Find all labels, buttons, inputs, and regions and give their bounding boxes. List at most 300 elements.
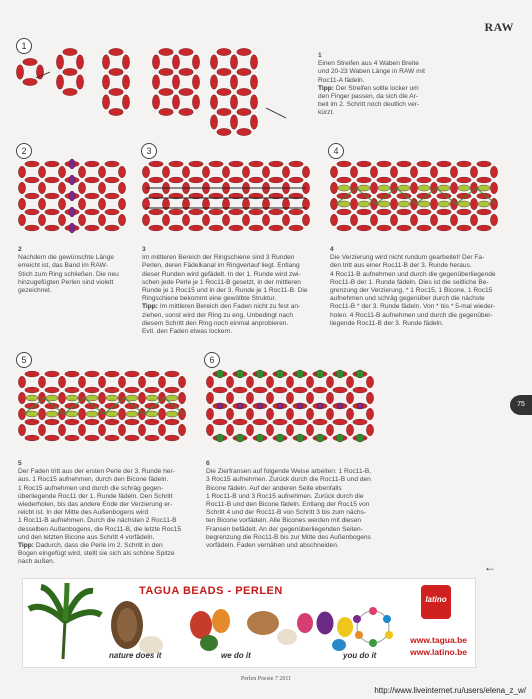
bead-horizontal xyxy=(23,78,37,85)
bead-horizontal xyxy=(209,209,223,215)
bead-horizontal xyxy=(125,435,139,441)
bead-vertical xyxy=(58,376,65,388)
bead-roc11-b xyxy=(398,201,410,207)
step-4-line: 4 Roc11-B aufnehmen und durch die gegenüberliegende xyxy=(330,270,496,278)
bead-horizontal xyxy=(237,108,251,115)
bead-horizontal xyxy=(25,161,39,167)
bead-vertical xyxy=(370,182,377,194)
bead-vertical xyxy=(38,376,45,388)
bead-vertical xyxy=(286,392,293,404)
bead-horizontal xyxy=(237,48,251,55)
source-watermark: http://www.liveinternet.ru/users/elena_z_w/ xyxy=(374,686,526,695)
bead-horizontal xyxy=(357,209,371,215)
bead-horizontal xyxy=(273,387,287,393)
bead-horizontal xyxy=(417,161,431,167)
bead-horizontal xyxy=(333,387,347,393)
bead-roc11-b xyxy=(66,395,78,401)
bead-vertical xyxy=(250,75,257,89)
bead-horizontal xyxy=(237,88,251,95)
ad-slogan-we: we do it xyxy=(221,651,251,660)
bead-horizontal xyxy=(149,225,163,231)
page-footer: Perlen Poesie 7 2011 xyxy=(240,676,292,682)
bead-vertical xyxy=(78,182,85,194)
bead-vertical xyxy=(346,376,353,388)
step-4-line: aufnehmen und schräg gegenüber durch die nächste xyxy=(330,295,485,303)
bead-roc11-b xyxy=(478,185,490,191)
step-3-tip: Evtl. den Faden etwas lockern. xyxy=(142,328,233,336)
bead-vertical xyxy=(230,75,237,89)
bead-horizontal xyxy=(149,177,163,183)
bead-vertical xyxy=(76,55,83,69)
bead-horizontal xyxy=(45,225,59,231)
bead-vertical xyxy=(56,75,63,89)
bead-horizontal xyxy=(85,225,99,231)
bead-vertical xyxy=(78,376,85,388)
step-4-title: 4 xyxy=(330,246,334,253)
fringe-bead xyxy=(276,434,284,442)
bead-horizontal xyxy=(145,387,159,393)
bead-vertical xyxy=(38,408,45,420)
step-4-diagram xyxy=(330,158,508,236)
bead-vertical xyxy=(242,166,249,178)
bead-horizontal xyxy=(189,177,203,183)
bead-vertical xyxy=(182,214,189,226)
bead-vertical xyxy=(450,166,457,178)
bead-vertical xyxy=(210,95,217,109)
bead-horizontal xyxy=(179,68,193,75)
step-2-line: Stich zum Ring schließen. Die neu xyxy=(18,270,119,278)
bead-horizontal xyxy=(293,419,307,425)
bead-roc11-b xyxy=(46,395,58,401)
bead-vertical xyxy=(172,95,179,109)
step-6-text xyxy=(206,460,406,550)
step-5-line: überliegende Roc11 der 1. Runde fädeln. Den Schritt xyxy=(18,492,173,500)
bead-vertical xyxy=(98,182,105,194)
bead-horizontal xyxy=(377,161,391,167)
step-3-line: Ringschiene bekommt eine gewölbte Struktur. xyxy=(142,295,277,303)
step-6-line: vorfädeln. Faden vernähen und abschneiden. xyxy=(206,542,339,550)
bead-horizontal xyxy=(397,225,411,231)
bead-vertical xyxy=(118,408,125,420)
fringe-bead xyxy=(216,370,224,378)
bead-horizontal xyxy=(125,371,139,377)
bead-horizontal xyxy=(477,177,491,183)
bead-horizontal xyxy=(45,387,59,393)
step-3-line: schen jede Perle je 1 Roc11-B gesetzt, in der mittleren xyxy=(142,278,301,286)
bead-bicone xyxy=(257,403,263,409)
bead-bicone xyxy=(297,403,303,409)
bead-horizontal xyxy=(179,48,193,55)
bead-vertical xyxy=(366,392,373,404)
step-1-diagram xyxy=(16,48,310,136)
bead-roc11-b xyxy=(146,395,158,401)
ad-slogan-you: you do it xyxy=(343,651,377,660)
bead-horizontal xyxy=(63,88,77,95)
bead-horizontal xyxy=(45,209,59,215)
step-2-line: erreicht ist, das Band im RAW- xyxy=(18,262,108,270)
bead-horizontal xyxy=(159,108,173,115)
bead-vertical xyxy=(102,95,109,109)
bead-horizontal xyxy=(169,225,183,231)
tagua-ad-banner[interactable] xyxy=(22,578,476,668)
step-5-line: aus. 1 Roc15 aufnehmen, durch den Bicone fädeln. xyxy=(18,476,169,484)
bead-vertical xyxy=(366,408,373,420)
bead-vertical xyxy=(350,214,357,226)
bead-new-purple xyxy=(69,159,75,169)
bead-new-purple xyxy=(69,175,75,185)
bead-horizontal xyxy=(189,161,203,167)
bead-vertical xyxy=(118,424,125,436)
step-3-line: Runde je 1 Roc15 und in der 3. Runde je 1 Roc11-B. Die xyxy=(142,287,308,295)
bead-vertical xyxy=(76,75,83,89)
bead-vertical xyxy=(326,376,333,388)
step-1-text xyxy=(318,52,468,118)
fringe-bead xyxy=(356,370,364,378)
step-5-number: 5 xyxy=(16,352,32,368)
bead-vertical xyxy=(98,424,105,436)
bead-vertical xyxy=(78,166,85,178)
bead-horizontal xyxy=(253,419,267,425)
bead-roc11-b xyxy=(438,185,450,191)
bead-horizontal xyxy=(189,225,203,231)
step-2-diagram xyxy=(18,158,130,236)
bead-vertical xyxy=(16,65,23,79)
step-1-number: 1 xyxy=(16,38,32,54)
step-5-line: 1 Roc15 aufnehmen und durch die schräg gegen- xyxy=(18,484,164,492)
bead-roc11-b xyxy=(146,411,158,417)
bead-horizontal xyxy=(229,161,243,167)
bead-horizontal xyxy=(377,209,391,215)
bead-vertical xyxy=(118,376,125,388)
bead-horizontal xyxy=(85,419,99,425)
fringe-bead xyxy=(256,434,264,442)
bead-vertical xyxy=(158,408,165,420)
bead-vertical xyxy=(122,75,129,89)
bead-vertical xyxy=(250,55,257,69)
bead-horizontal xyxy=(357,161,371,167)
bead-vertical xyxy=(230,55,237,69)
bead-vertical xyxy=(102,55,109,69)
bead-vertical xyxy=(18,182,25,194)
bead-vertical xyxy=(330,182,337,194)
step-3-tip: ziehen, sonst wird der Ring zu eng. Unbedingt nach xyxy=(142,311,294,319)
bead-vertical xyxy=(138,424,145,436)
bead-vertical xyxy=(370,214,377,226)
bead-vertical xyxy=(306,392,313,404)
fringe-bead xyxy=(316,434,324,442)
bead-vertical xyxy=(266,392,273,404)
bead-horizontal xyxy=(269,177,283,183)
step-6-line: Roc11-B und den Bicone fädeln. Entlang der Roc15 von xyxy=(206,501,370,509)
bead-horizontal xyxy=(229,177,243,183)
bead-horizontal xyxy=(217,128,231,135)
bead-horizontal xyxy=(289,177,303,183)
bead-horizontal xyxy=(313,387,327,393)
step-4-line: grenzung der Verzierung. * 1 Roc15, 1 Bicone, 1 Roc15 xyxy=(330,287,493,295)
bead-horizontal xyxy=(45,161,59,167)
bead-roc11-b xyxy=(26,411,38,417)
bead-vertical xyxy=(210,55,217,69)
bead-vertical xyxy=(450,214,457,226)
bead-horizontal xyxy=(229,225,243,231)
bead-vertical xyxy=(346,424,353,436)
bead-horizontal xyxy=(337,161,351,167)
bead-vertical xyxy=(18,198,25,210)
bead-vertical xyxy=(302,166,309,178)
step-6-line: begrenzung die Roc11-B bis zur Mitte des Außenbogens xyxy=(206,533,371,541)
fringe-bead xyxy=(296,370,304,378)
bead-vertical xyxy=(206,424,213,436)
bead-vertical xyxy=(38,424,45,436)
bead-horizontal xyxy=(229,209,243,215)
bead-vertical xyxy=(286,424,293,436)
palm-plant-icon xyxy=(29,583,101,659)
bead-vertical xyxy=(58,214,65,226)
bead-vertical xyxy=(172,55,179,69)
bead-vertical xyxy=(18,376,25,388)
bead-vertical xyxy=(266,408,273,420)
bead-horizontal xyxy=(217,88,231,95)
bead-horizontal xyxy=(209,161,223,167)
bead-bicone xyxy=(217,403,223,409)
bead-horizontal xyxy=(477,209,491,215)
arrow-left-icon: ← xyxy=(484,560,496,574)
bead-horizontal xyxy=(397,177,411,183)
bead-roc11-b xyxy=(378,185,390,191)
bead-roc11-b xyxy=(358,201,370,207)
bead-vertical xyxy=(350,166,357,178)
step-3-tip: diesem Schritt den Ring noch einmal anprobieren. xyxy=(142,319,289,327)
bead-horizontal xyxy=(353,419,367,425)
bead-horizontal xyxy=(145,419,159,425)
bead-horizontal xyxy=(437,225,451,231)
tagua-beads-icon xyxy=(190,609,353,651)
bead-vertical xyxy=(250,95,257,109)
bead-vertical xyxy=(330,214,337,226)
step-6-line: Fransen befädelt. An der gegenüberliegenden Seiten- xyxy=(206,525,363,533)
step-5-title: 5 xyxy=(18,460,22,467)
bead-horizontal xyxy=(25,419,39,425)
bead-vertical xyxy=(18,166,25,178)
bead-vertical xyxy=(118,214,125,226)
bead-vertical xyxy=(78,198,85,210)
bead-roc11-b xyxy=(398,185,410,191)
bead-bicone xyxy=(337,403,343,409)
bead-vertical xyxy=(226,392,233,404)
bead-vertical xyxy=(286,408,293,420)
bead-horizontal xyxy=(85,209,99,215)
bead-horizontal xyxy=(85,371,99,377)
bead-vertical xyxy=(230,115,237,129)
step-5-line: reicht ist. In der Mitte des Außenbogens wird xyxy=(18,509,149,517)
bead-horizontal xyxy=(45,177,59,183)
bead-vertical xyxy=(410,214,417,226)
step-6-line: ten Bicone vorfädeln. Alle Bicones werden mit diesen xyxy=(206,517,362,525)
bead-horizontal xyxy=(159,48,173,55)
bead-vertical xyxy=(226,424,233,436)
bead-bicone xyxy=(317,403,323,409)
step-1-line: Roc11-A fädeln. xyxy=(318,76,365,84)
bead-vertical xyxy=(246,424,253,436)
bead-vertical xyxy=(226,408,233,420)
bead-vertical xyxy=(366,376,373,388)
bead-vertical xyxy=(118,182,125,194)
bead-roc11-b xyxy=(126,411,138,417)
bead-horizontal xyxy=(249,161,263,167)
step-3-line: Im mittleren Bereich der Ringschiene sind 3 Runden xyxy=(142,254,295,262)
bead-roc11-b xyxy=(106,411,118,417)
bead-horizontal xyxy=(417,177,431,183)
bead-roc11-b xyxy=(166,411,178,417)
bead-horizontal xyxy=(145,371,159,377)
bead-vertical xyxy=(102,75,109,89)
step-3-line: dieser Runden wird gefädelt. In der 1. Runde wird zwi- xyxy=(142,270,301,278)
bead-horizontal xyxy=(179,108,193,115)
bead-vertical xyxy=(282,214,289,226)
bead-vertical xyxy=(202,166,209,178)
bead-horizontal xyxy=(337,225,351,231)
step-1-tip: beit im 2. Schritt noch deutlich ver- xyxy=(318,101,420,109)
bead-vertical xyxy=(202,214,209,226)
bead-roc11-b xyxy=(338,201,350,207)
step-3-tip-label: Tipp: xyxy=(142,303,158,311)
bead-horizontal xyxy=(353,387,367,393)
step-1-title: 1 xyxy=(318,52,322,59)
fringe-bead xyxy=(336,434,344,442)
bead-horizontal xyxy=(25,435,39,441)
bead-horizontal xyxy=(85,161,99,167)
bead-vertical xyxy=(450,182,457,194)
bead-horizontal xyxy=(213,419,227,425)
bead-horizontal xyxy=(45,435,59,441)
bead-horizontal xyxy=(357,225,371,231)
bead-vertical xyxy=(98,214,105,226)
bead-horizontal xyxy=(45,419,59,425)
bead-horizontal xyxy=(25,209,39,215)
bead-horizontal xyxy=(125,419,139,425)
step-3-tip: Im mittleren Bereich den Faden nicht zu fest an- xyxy=(159,303,301,311)
bead-horizontal xyxy=(189,209,203,215)
bead-vertical xyxy=(98,166,105,178)
bead-vertical xyxy=(172,75,179,89)
bead-roc11-b xyxy=(86,395,98,401)
bead-vertical xyxy=(152,55,159,69)
bead-new-purple xyxy=(69,191,75,201)
bead-horizontal xyxy=(45,371,59,377)
bead-new-purple xyxy=(69,207,75,217)
bead-vertical xyxy=(38,198,45,210)
step-3-title: 3 xyxy=(142,246,146,253)
bead-horizontal xyxy=(109,48,123,55)
bead-vertical xyxy=(138,376,145,388)
bead-horizontal xyxy=(233,419,247,425)
bead-horizontal xyxy=(85,387,99,393)
bead-vertical xyxy=(158,424,165,436)
bead-horizontal xyxy=(209,177,223,183)
step-4-line: holen. 4 Roc11-B aufnehmen und durch die gegenüber- xyxy=(330,311,493,319)
ad-slogan-nature: nature does it xyxy=(109,651,162,660)
bead-vertical xyxy=(206,376,213,388)
bead-vertical xyxy=(18,424,25,436)
bead-vertical xyxy=(78,214,85,226)
bead-horizontal xyxy=(253,387,267,393)
bead-horizontal xyxy=(289,209,303,215)
step-5-tip-label: Tipp: xyxy=(18,542,34,550)
ad-url-tagua[interactable]: www.tagua.be xyxy=(410,635,467,645)
step-1-tip: den Finger passen, da sich die Ar- xyxy=(318,93,419,101)
bead-horizontal xyxy=(397,209,411,215)
step-5-line: wiederholen, bis das andere Ende der Verzierung er- xyxy=(18,501,173,509)
bead-horizontal xyxy=(269,209,283,215)
bead-horizontal xyxy=(149,161,163,167)
bead-vertical xyxy=(366,424,373,436)
bead-horizontal xyxy=(237,128,251,135)
bead-vertical xyxy=(158,376,165,388)
bead-vertical xyxy=(326,392,333,404)
bead-horizontal xyxy=(233,387,247,393)
ad-title: TAGUA BEADS - PERLEN xyxy=(139,585,283,597)
bead-vertical xyxy=(56,55,63,69)
section-label: RAW xyxy=(484,20,514,34)
bracelet-icon xyxy=(353,607,393,647)
step-5-line: und den letzten Bicone aus Schritt 4 vorfädeln. xyxy=(18,533,155,541)
bead-vertical xyxy=(178,392,185,404)
bead-horizontal xyxy=(477,225,491,231)
bead-vertical xyxy=(390,198,397,210)
bead-vertical xyxy=(142,214,149,226)
bead-horizontal xyxy=(125,387,139,393)
step-2-number: 2 xyxy=(16,143,32,159)
bead-bicone xyxy=(357,403,363,409)
bead-horizontal xyxy=(145,435,159,441)
bead-vertical xyxy=(346,408,353,420)
step-4-line: Roc11-B * der 3. Runde fädeln. Von * bis * 5-mal wieder- xyxy=(330,303,496,311)
bead-vertical xyxy=(162,166,169,178)
bead-vertical xyxy=(326,424,333,436)
bead-vertical xyxy=(122,55,129,69)
bead-vertical xyxy=(306,376,313,388)
step-6-number: 6 xyxy=(204,352,220,368)
bead-horizontal xyxy=(105,225,119,231)
bead-roc11-b xyxy=(66,411,78,417)
bead-vertical xyxy=(350,198,357,210)
bead-vertical xyxy=(226,376,233,388)
thread-path xyxy=(266,108,286,118)
bead-vertical xyxy=(182,166,189,178)
bead-vertical xyxy=(118,166,125,178)
bead-horizontal xyxy=(417,225,431,231)
bead-horizontal xyxy=(169,209,183,215)
bead-vertical xyxy=(390,166,397,178)
bead-horizontal xyxy=(63,68,77,75)
bead-vertical xyxy=(138,392,145,404)
step-2-line: Nachdem die gewünschte Länge xyxy=(18,254,115,262)
bead-vertical xyxy=(38,182,45,194)
bead-vertical xyxy=(266,424,273,436)
bead-vertical xyxy=(302,214,309,226)
bead-horizontal xyxy=(105,371,119,377)
bead-horizontal xyxy=(109,88,123,95)
bead-vertical xyxy=(192,75,199,89)
bead-horizontal xyxy=(437,209,451,215)
bead-vertical xyxy=(38,214,45,226)
ad-url-latino[interactable]: www.latino.be xyxy=(410,647,467,657)
bead-vertical xyxy=(152,75,159,89)
bead-horizontal xyxy=(105,419,119,425)
bead-horizontal xyxy=(149,209,163,215)
bead-vertical xyxy=(222,166,229,178)
bead-vertical xyxy=(430,198,437,210)
